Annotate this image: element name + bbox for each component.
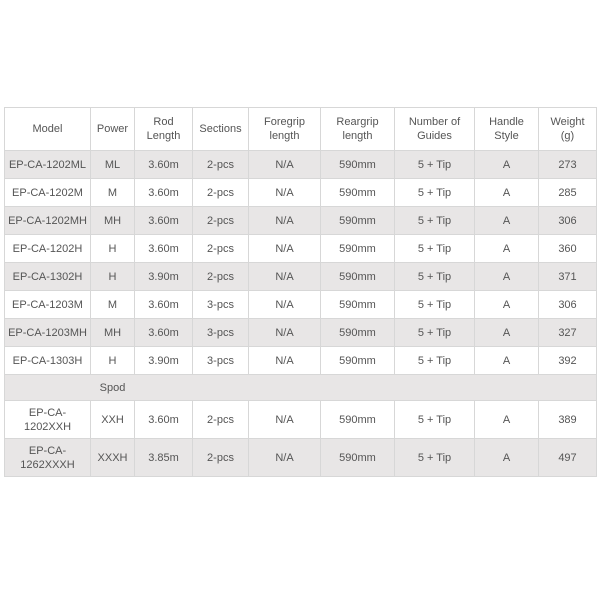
cell-power: H [91, 235, 135, 263]
rod-spec-table [4, 107, 597, 477]
cell-foregrip-length: N/A [249, 401, 321, 439]
table-row [5, 151, 597, 179]
cell-handle-style: A [475, 291, 539, 319]
cell-model: EP-CA-1203M [5, 291, 91, 319]
section-row-spod [5, 375, 597, 401]
section-label-spod: Spod [91, 375, 135, 401]
cell-weight: 371 [539, 263, 597, 291]
cell-power: XXXH [91, 439, 135, 477]
cell-power: XXH [91, 401, 135, 439]
cell-rod-length: 3.60m [135, 319, 193, 347]
header-model: Model [5, 108, 91, 151]
cell-foregrip-length: N/A [249, 291, 321, 319]
cell-power: M [91, 291, 135, 319]
cell-weight: 497 [539, 439, 597, 477]
section-fill-cell [135, 375, 597, 401]
table-row [5, 263, 597, 291]
cell-model: EP-CA- 1262XXXH [5, 439, 91, 477]
cell-model: EP-CA-1303H [5, 347, 91, 375]
cell-sections: 3-pcs [193, 319, 249, 347]
cell-reargrip-length: 590mm [321, 263, 395, 291]
cell-number-of-guides: 5 + Tip [395, 151, 475, 179]
cell-power: ML [91, 151, 135, 179]
cell-weight: 389 [539, 401, 597, 439]
table-row [5, 319, 597, 347]
cell-reargrip-length: 590mm [321, 439, 395, 477]
cell-weight: 327 [539, 319, 597, 347]
cell-foregrip-length: N/A [249, 439, 321, 477]
cell-number-of-guides: 5 + Tip [395, 235, 475, 263]
cell-reargrip-length: 590mm [321, 347, 395, 375]
cell-reargrip-length: 590mm [321, 151, 395, 179]
cell-model: EP-CA- 1202XXH [5, 401, 91, 439]
cell-model: EP-CA-1302H [5, 263, 91, 291]
cell-number-of-guides: 5 + Tip [395, 291, 475, 319]
cell-reargrip-length: 590mm [321, 207, 395, 235]
cell-rod-length: 3.60m [135, 291, 193, 319]
cell-sections: 3-pcs [193, 347, 249, 375]
cell-model: EP-CA-1202M [5, 179, 91, 207]
table-row [5, 291, 597, 319]
table-row [5, 401, 597, 439]
cell-sections: 2-pcs [193, 179, 249, 207]
cell-handle-style: A [475, 439, 539, 477]
header-rod-length: Rod Length [135, 108, 193, 151]
cell-handle-style: A [475, 235, 539, 263]
table-row [5, 235, 597, 263]
cell-number-of-guides: 5 + Tip [395, 207, 475, 235]
cell-foregrip-length: N/A [249, 207, 321, 235]
header-power: Power [91, 108, 135, 151]
cell-weight: 392 [539, 347, 597, 375]
cell-number-of-guides: 5 + Tip [395, 263, 475, 291]
cell-rod-length: 3.60m [135, 207, 193, 235]
cell-sections: 2-pcs [193, 263, 249, 291]
cell-number-of-guides: 5 + Tip [395, 347, 475, 375]
cell-power: MH [91, 319, 135, 347]
cell-power: M [91, 179, 135, 207]
header-sections: Sections [193, 108, 249, 151]
header-number-of-guides: Number of Guides [395, 108, 475, 151]
cell-rod-length: 3.90m [135, 347, 193, 375]
cell-handle-style: A [475, 263, 539, 291]
cell-handle-style: A [475, 151, 539, 179]
cell-reargrip-length: 590mm [321, 291, 395, 319]
table-header-row [5, 108, 597, 151]
section-spacer-cell [5, 375, 91, 401]
cell-model: EP-CA-1203MH [5, 319, 91, 347]
cell-foregrip-length: N/A [249, 319, 321, 347]
spec-table-container [4, 107, 596, 477]
cell-power: H [91, 263, 135, 291]
cell-handle-style: A [475, 179, 539, 207]
cell-rod-length: 3.60m [135, 179, 193, 207]
cell-rod-length: 3.60m [135, 235, 193, 263]
cell-number-of-guides: 5 + Tip [395, 179, 475, 207]
cell-sections: 2-pcs [193, 235, 249, 263]
table-row [5, 179, 597, 207]
header-weight: Weight (g) [539, 108, 597, 151]
cell-model: EP-CA-1202H [5, 235, 91, 263]
cell-rod-length: 3.60m [135, 401, 193, 439]
header-foregrip-length: Foregrip length [249, 108, 321, 151]
cell-foregrip-length: N/A [249, 179, 321, 207]
cell-reargrip-length: 590mm [321, 319, 395, 347]
cell-weight: 306 [539, 207, 597, 235]
cell-reargrip-length: 590mm [321, 401, 395, 439]
cell-handle-style: A [475, 207, 539, 235]
cell-weight: 306 [539, 291, 597, 319]
cell-sections: 2-pcs [193, 401, 249, 439]
cell-foregrip-length: N/A [249, 263, 321, 291]
cell-rod-length: 3.60m [135, 151, 193, 179]
cell-foregrip-length: N/A [249, 235, 321, 263]
cell-sections: 2-pcs [193, 439, 249, 477]
cell-weight: 273 [539, 151, 597, 179]
cell-number-of-guides: 5 + Tip [395, 439, 475, 477]
cell-model: EP-CA-1202ML [5, 151, 91, 179]
cell-sections: 2-pcs [193, 207, 249, 235]
cell-reargrip-length: 590mm [321, 235, 395, 263]
cell-handle-style: A [475, 319, 539, 347]
header-handle-style: Handle Style [475, 108, 539, 151]
cell-sections: 3-pcs [193, 291, 249, 319]
table-body [5, 151, 597, 477]
cell-handle-style: A [475, 347, 539, 375]
cell-model: EP-CA-1202MH [5, 207, 91, 235]
cell-number-of-guides: 5 + Tip [395, 319, 475, 347]
header-reargrip-length: Reargrip length [321, 108, 395, 151]
table-row [5, 347, 597, 375]
cell-power: MH [91, 207, 135, 235]
cell-foregrip-length: N/A [249, 347, 321, 375]
cell-weight: 360 [539, 235, 597, 263]
cell-power: H [91, 347, 135, 375]
table-row [5, 207, 597, 235]
cell-weight: 285 [539, 179, 597, 207]
cell-handle-style: A [475, 401, 539, 439]
cell-rod-length: 3.85m [135, 439, 193, 477]
cell-sections: 2-pcs [193, 151, 249, 179]
table-row [5, 439, 597, 477]
cell-number-of-guides: 5 + Tip [395, 401, 475, 439]
cell-foregrip-length: N/A [249, 151, 321, 179]
cell-reargrip-length: 590mm [321, 179, 395, 207]
cell-rod-length: 3.90m [135, 263, 193, 291]
